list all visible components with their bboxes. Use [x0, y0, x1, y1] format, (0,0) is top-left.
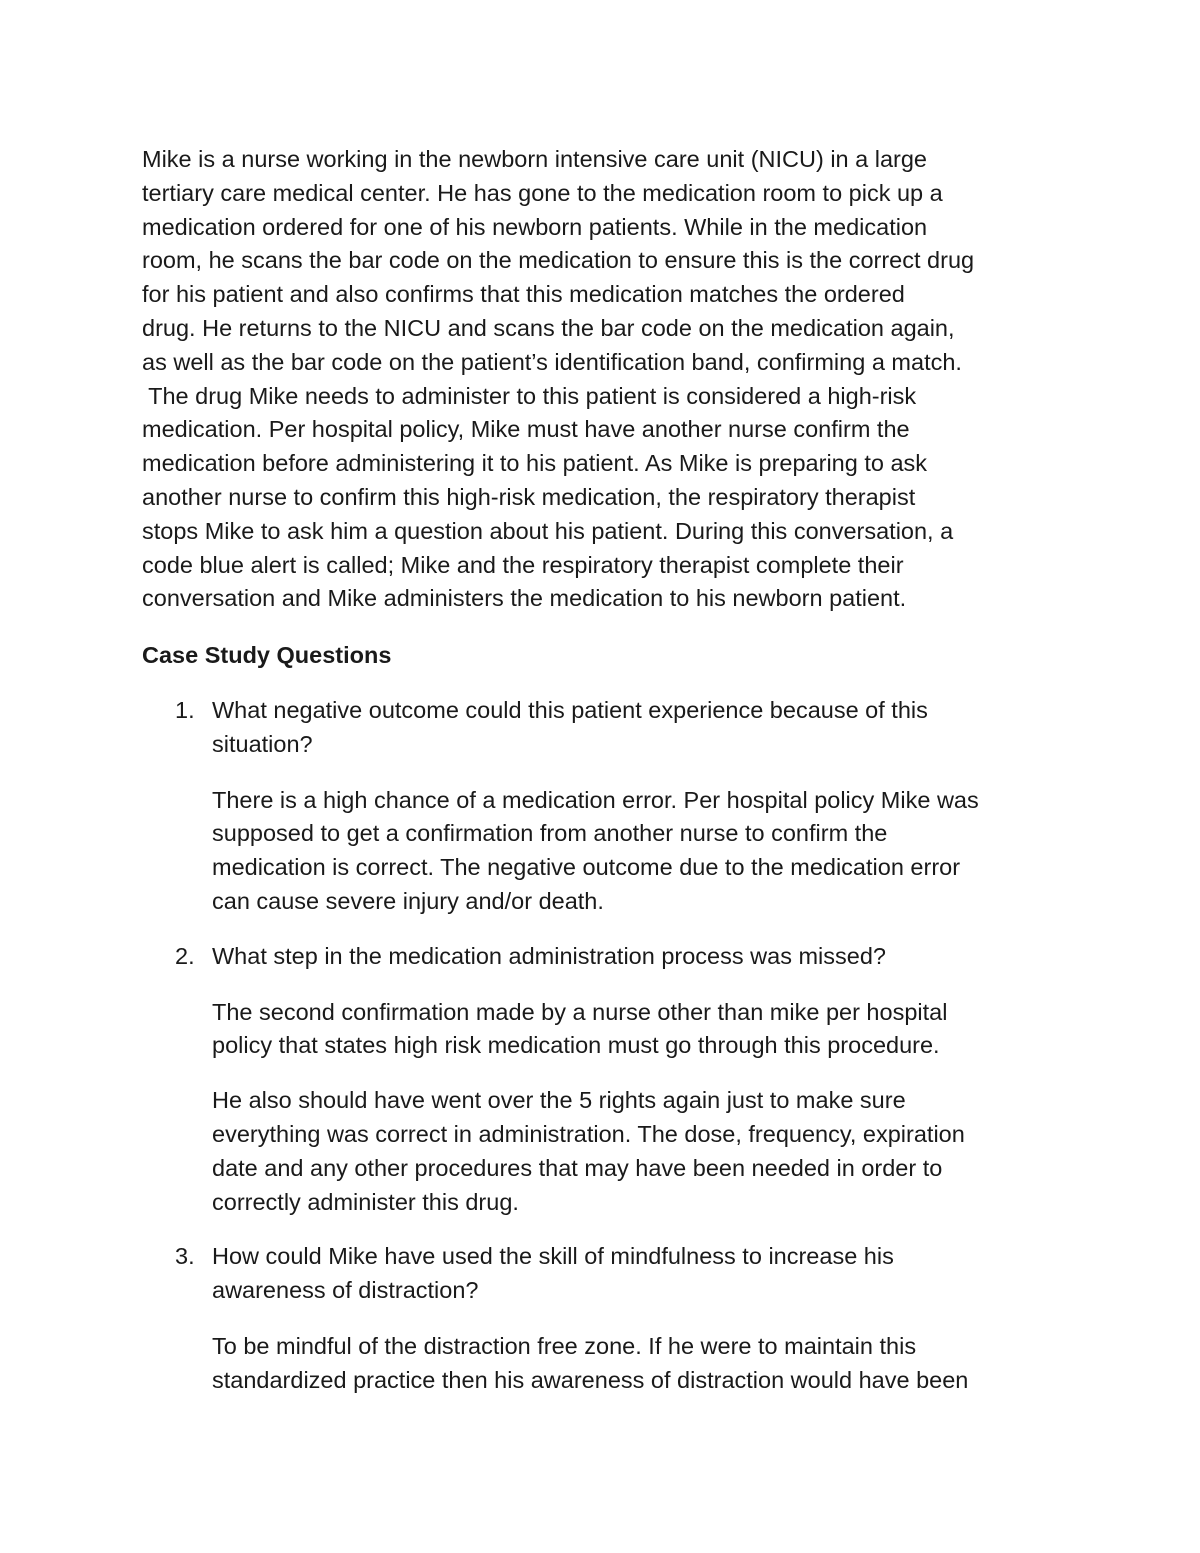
question-text: [212, 694, 1067, 762]
paragraph-line: stops Mike to ask him a question about his patient. During this conversation, a: [142, 517, 954, 544]
paragraph-line: drug. He returns to the NICU and scans the bar code on the medication again,: [142, 314, 955, 341]
answer-paragraph: [212, 996, 1067, 1064]
answer-line: correctly administer this drug.: [212, 1188, 519, 1215]
answer-paragraph: [212, 1084, 1067, 1219]
paragraph-line: The drug Mike needs to administer to this patient is considered a high-risk: [142, 382, 917, 409]
paragraph-line: another nurse to confirm this high-risk medication, the respiratory therapist: [142, 483, 916, 510]
question-line: situation?: [212, 730, 313, 757]
section-heading: Case Study Questions: [142, 642, 392, 669]
paragraph-line: medication before administering it to his patient. As Mike is preparing to ask: [142, 450, 928, 477]
question-number: 2.: [175, 942, 195, 969]
paragraph-line: room, he scans the bar code on the medication to ensure this is the correct drug: [142, 247, 975, 274]
answer-line: supposed to get a confirmation from another nurse to confirm the: [212, 820, 888, 847]
answer-line: medication is correct. The negative outcome due to the medication error: [212, 854, 961, 881]
question-number: 3.: [175, 1243, 195, 1270]
paragraph-line: conversation and Mike administers the medication to his newborn patient.: [142, 585, 907, 612]
answer-line: To be mindful of the distraction free zone. If he were to maintain this: [212, 1332, 917, 1359]
paragraph-line: for his patient and also confirms that this medication matches the ordered: [142, 281, 905, 308]
question-item: [142, 1240, 1067, 1397]
question-text: [212, 1240, 1067, 1308]
answer-line: can cause severe injury and/or death.: [212, 887, 604, 914]
paragraph-line: as well as the bar code on the patient’s identification band, confirming a match.: [142, 348, 962, 375]
answer-line: policy that states high risk medication must go through this procedure.: [212, 1032, 940, 1059]
case-scenario-paragraph: [142, 143, 1067, 616]
question-line: How could Mike have used the skill of mindfulness to increase his: [212, 1243, 894, 1270]
document-content: [142, 143, 1067, 1419]
question-line: What step in the medication administration process was missed?: [212, 942, 886, 969]
answer-line: everything was correct in administration. The dose, frequency, expiration: [212, 1120, 965, 1147]
question-line: What negative outcome could this patient experience because of this: [212, 696, 928, 723]
answer-paragraph: [212, 784, 1067, 919]
answer-line: The second confirmation made by a nurse other than mike per hospital: [212, 998, 948, 1025]
paragraph-line: code blue alert is called; Mike and the respiratory therapist complete their: [142, 551, 904, 578]
paragraph-line: Mike is a nurse working in the newborn intensive care unit (NICU) in a large: [142, 146, 927, 172]
question-item: [142, 694, 1067, 919]
answer-paragraph: [212, 1330, 1067, 1398]
paragraph-line: medication ordered for one of his newborn patients. While in the medication: [142, 213, 928, 240]
paragraph-line: tertiary care medical center. He has gone to the medication room to pick up a: [142, 179, 943, 206]
answer-line: He also should have went over the 5 rights again just to make sure: [212, 1087, 906, 1114]
paragraph-line: medication. Per hospital policy, Mike must have another nurse confirm the: [142, 416, 910, 443]
question-number: 1.: [175, 696, 195, 723]
question-item: [142, 940, 1067, 1220]
answer-line: standardized practice then his awareness of distraction would have been: [212, 1366, 969, 1393]
question-line: awareness of distraction?: [212, 1277, 479, 1304]
question-text: [212, 940, 1067, 974]
answer-line: There is a high chance of a medication error. Per hospital policy Mike was: [212, 786, 979, 813]
answer-line: date and any other procedures that may have been needed in order to: [212, 1154, 943, 1181]
